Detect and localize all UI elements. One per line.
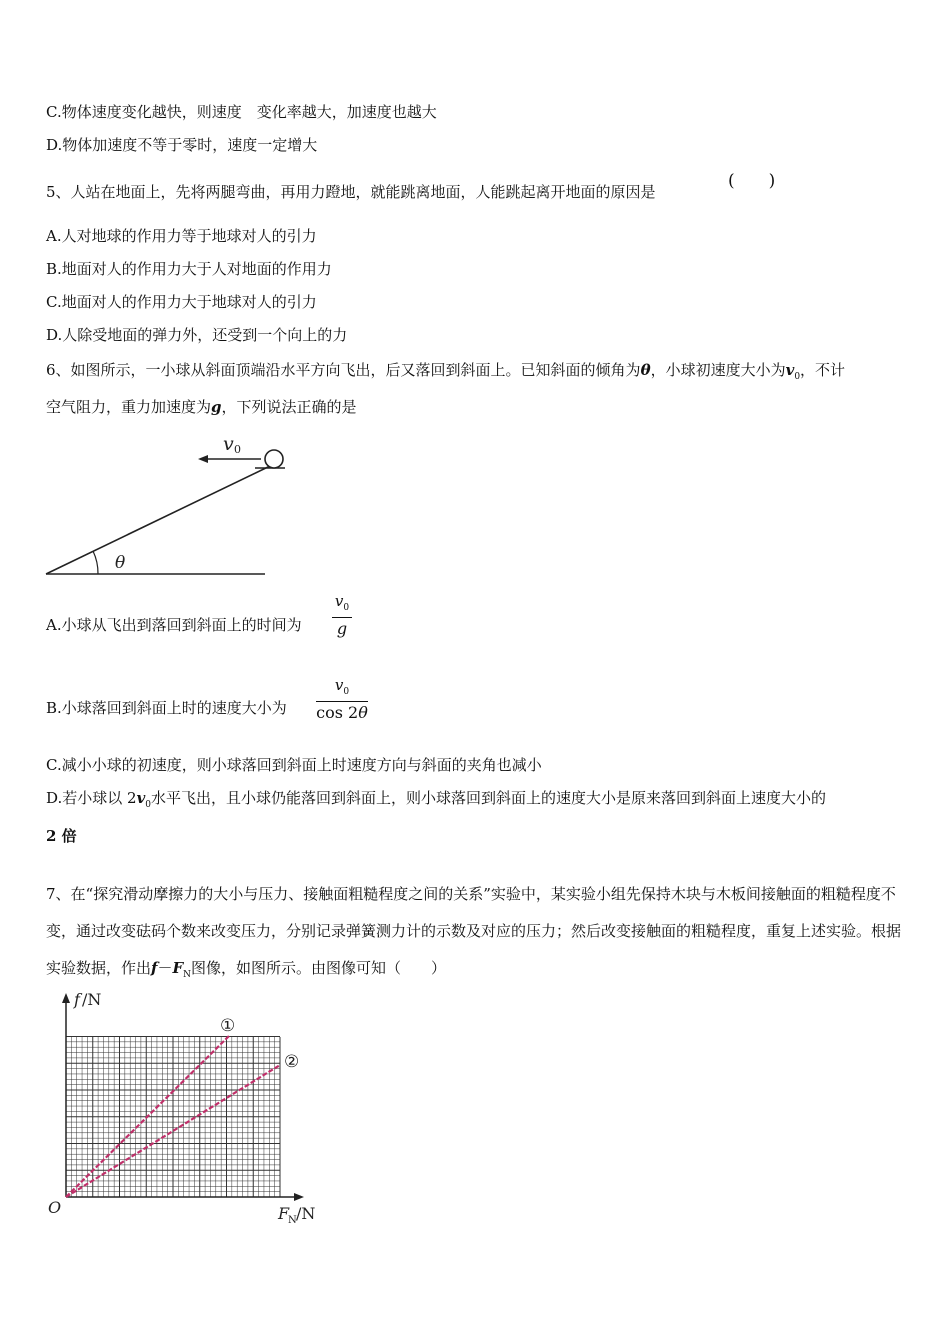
q6-b-den-cos: cos 2 xyxy=(316,703,359,722)
q7-text2: 图像，如图所示。由图像可知（ ） xyxy=(191,959,447,977)
q6-theta: θ xyxy=(640,361,651,379)
theta-label: θ xyxy=(115,553,126,573)
angle-arc xyxy=(93,551,98,574)
y-label-f: f xyxy=(74,990,80,1009)
q6-d-text1: D.若小球以 2 xyxy=(46,789,137,807)
q6-b-num-sub: 0 xyxy=(343,687,350,697)
q6-v0: v xyxy=(785,361,795,379)
q6-stem-text4: 空气阻力，重力加速度为 xyxy=(46,398,212,416)
q7-dash: － xyxy=(157,959,173,977)
q7-stem xyxy=(46,876,908,994)
q7-f: f xyxy=(151,959,158,977)
q6-d-v: v xyxy=(136,789,146,807)
q4-option-c: C.物体速度变化越快，则速度 变化率越大，加速度也越大 xyxy=(46,103,437,121)
incline-figure xyxy=(40,430,300,585)
q6-stem-text2: ，小球初速度大小为 xyxy=(650,361,786,379)
ball xyxy=(265,450,283,468)
origin-label: O xyxy=(48,1198,62,1217)
q7-F-sub: N xyxy=(183,970,192,980)
q7-F: F xyxy=(172,959,184,977)
q6-option-d-cont: 2 倍 xyxy=(46,827,77,845)
q6-a-fraction xyxy=(332,592,352,640)
grid xyxy=(66,1037,280,1198)
q7-text1: 7、在“探究滑动摩擦力的大小与压力、接触面粗糙程度之间的关系”实验中，某实验小组先保持木块与木板间接触面的粗糙程度不变，通过改变砝码个数来改变压力，分别记录弹簧测力计的示数及对应的压力；然后改变接触面的粗糙程度，重复上述实验。根据实验数据，作出 xyxy=(46,885,902,977)
q6-stem-line2 xyxy=(46,397,357,417)
friction-graph xyxy=(40,985,340,1230)
q5-option-a: A.人对地球的作用力等于地球对人的引力 xyxy=(46,227,317,245)
q6-a-num-sub: 0 xyxy=(343,603,350,613)
x-axis-arrow xyxy=(294,1193,304,1201)
q6-g: g xyxy=(211,398,222,416)
q6-a-den: g xyxy=(336,619,348,638)
x-label-F: F xyxy=(278,1204,290,1223)
q6-option-c: C.减小小球的初速度，则小球落回到斜面上时速度方向与斜面的夹角也减小 xyxy=(46,756,542,774)
q5-option-c: C.地面对人的作用力大于地球对人的引力 xyxy=(46,293,317,311)
line2-label: ② xyxy=(284,1052,300,1072)
x-label-unit: /N xyxy=(296,1204,316,1223)
v0-sub: 0 xyxy=(234,443,241,456)
q6-v0-sub: 0 xyxy=(794,372,801,382)
arrow-head xyxy=(198,455,208,463)
v0-label: v xyxy=(223,433,234,455)
q6-b-den-theta: θ xyxy=(358,703,368,722)
q6-option-b: B.小球落回到斜面上时的速度大小为 xyxy=(46,699,287,717)
q4-option-d: D.物体加速度不等于零时，速度一定增大 xyxy=(46,136,318,154)
q6-stem-text5: ，下列说法正确的是 xyxy=(221,398,357,416)
q6-b-fraction xyxy=(316,676,368,724)
q6-d-text2: 水平飞出，且小球仍能落回到斜面上，则小球落回到斜面上的速度大小是原来落回到斜面上速度大小的 xyxy=(151,789,827,807)
line-1 xyxy=(66,1035,230,1197)
q6-stem-line1 xyxy=(46,360,845,387)
x-label-sub: N xyxy=(288,1215,297,1226)
q5-option-b: B.地面对人的作用力大于人对地面的作用力 xyxy=(46,260,332,278)
q5-answer-paren: ( ) xyxy=(728,171,776,191)
y-axis-arrow xyxy=(62,993,70,1003)
q6-stem-text: 6、如图所示，一小球从斜面顶端沿水平方向飞出，后又落回到斜面上。已知斜面的倾角为 xyxy=(46,361,641,379)
line1-label: ① xyxy=(220,1016,236,1036)
q6-b-num: v xyxy=(334,676,344,694)
q6-option-d xyxy=(46,788,826,815)
q5-stem: 5、人站在地面上，先将两腿弯曲，再用力蹬地，就能跳离地面，人能跳起离开地面的原因是 xyxy=(46,183,656,201)
y-label-unit: /N xyxy=(82,990,102,1009)
q6-option-a: A.小球从飞出到落回到斜面上的时间为 xyxy=(46,616,302,634)
q5-option-d: D.人除受地面的弹力外，还受到一个向上的力 xyxy=(46,326,348,344)
q6-d-sub: 0 xyxy=(145,800,152,810)
incline-line xyxy=(46,466,270,574)
q6-stem-text3: ，不计 xyxy=(800,361,846,379)
q6-a-num: v xyxy=(334,592,344,610)
